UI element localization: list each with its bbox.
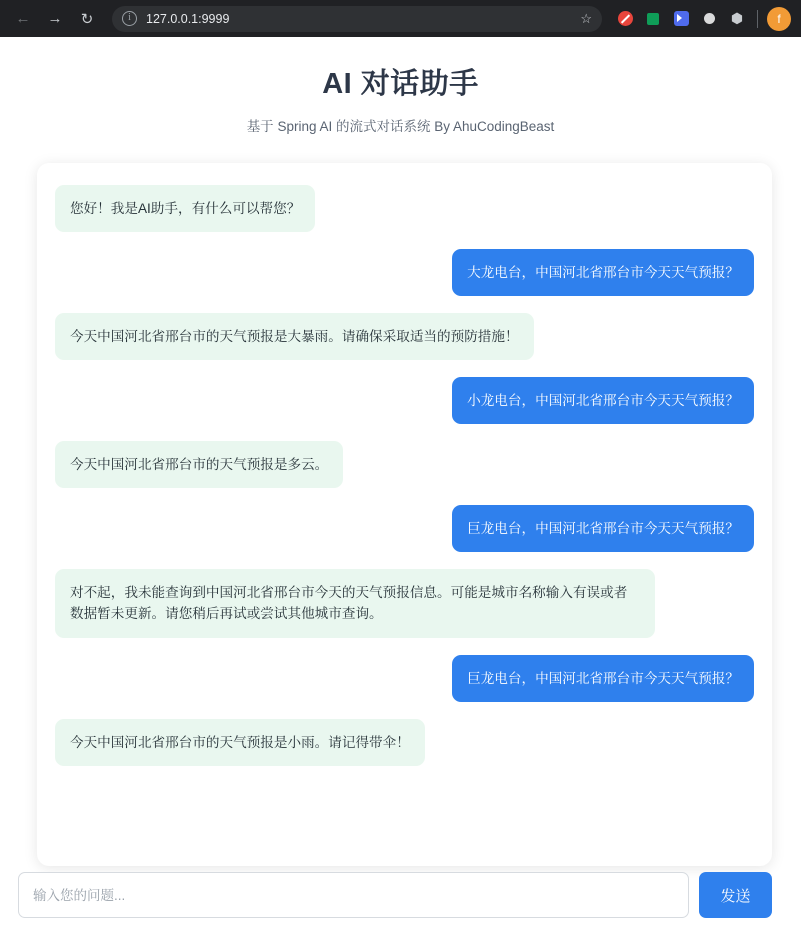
- chat-transcript: [37, 163, 772, 866]
- url-text: 127.0.0.1:9999: [146, 11, 230, 26]
- page-subtitle: 基于 Spring AI 的流式对话系统 By AhuCodingBeast: [246, 119, 555, 134]
- back-icon[interactable]: ←: [15, 10, 31, 27]
- grey-dot-icon[interactable]: [698, 8, 720, 30]
- chat-message-row: [55, 377, 754, 424]
- chat-message-row: [55, 505, 754, 552]
- profile-avatar[interactable]: f: [767, 7, 791, 31]
- bot-message-bubble: 对不起，我未能查询到中国河北省邢台市今天的天气预报信息。可能是城市名称输入有误或者数据暂未更新。请您稍后再试或尝试其他城市查询。: [55, 569, 655, 637]
- reload-icon[interactable]: ↻: [80, 10, 94, 28]
- adblock-icon[interactable]: [614, 8, 636, 30]
- browser-toolbar: [0, 0, 801, 37]
- chat-message-row: [55, 719, 754, 766]
- bot-message-bubble: 今天中国河北省邢台市的天气预报是大暴雨。请确保采取适当的预防措施！: [55, 313, 534, 360]
- user-message-bubble: 大龙电台，中国河北省邢台市今天天气预报？: [452, 249, 754, 296]
- bookmark-star-icon[interactable]: ☆: [580, 10, 592, 26]
- chat-message-row: [55, 441, 754, 488]
- message-input[interactable]: [18, 872, 689, 918]
- chat-message-row: [55, 185, 754, 232]
- video-extension-icon[interactable]: [670, 8, 692, 30]
- toolbar-divider: [757, 10, 758, 28]
- bot-message-bubble: 今天中国河北省邢台市的天气预报是小雨。请记得带伞！: [55, 719, 425, 766]
- chat-message-row: [55, 249, 754, 296]
- page-title: AI 对话助手: [322, 68, 479, 100]
- site-info-icon[interactable]: i: [122, 11, 137, 26]
- chat-message-row: [55, 655, 754, 702]
- user-message-bubble: 巨龙电台，中国河北省邢台市今天天气预报？: [452, 505, 754, 552]
- forward-icon[interactable]: →: [47, 10, 63, 27]
- green-square-icon[interactable]: [642, 8, 664, 30]
- composer: [18, 872, 772, 918]
- address-bar[interactable]: [112, 6, 602, 32]
- page-content: [0, 37, 801, 930]
- bot-message-bubble: 您好！我是AI助手，有什么可以帮您？: [55, 185, 315, 232]
- chat-message-row: [55, 313, 754, 360]
- chat-message-row: [55, 569, 754, 637]
- send-button[interactable]: 发送: [699, 872, 772, 918]
- puzzle-extensions-icon[interactable]: ⬢: [730, 10, 744, 26]
- user-message-bubble: 巨龙电台，中国河北省邢台市今天天气预报？: [452, 655, 754, 702]
- user-message-bubble: 小龙电台，中国河北省邢台市今天天气预报？: [452, 377, 754, 424]
- bot-message-bubble: 今天中国河北省邢台市的天气预报是多云。: [55, 441, 343, 488]
